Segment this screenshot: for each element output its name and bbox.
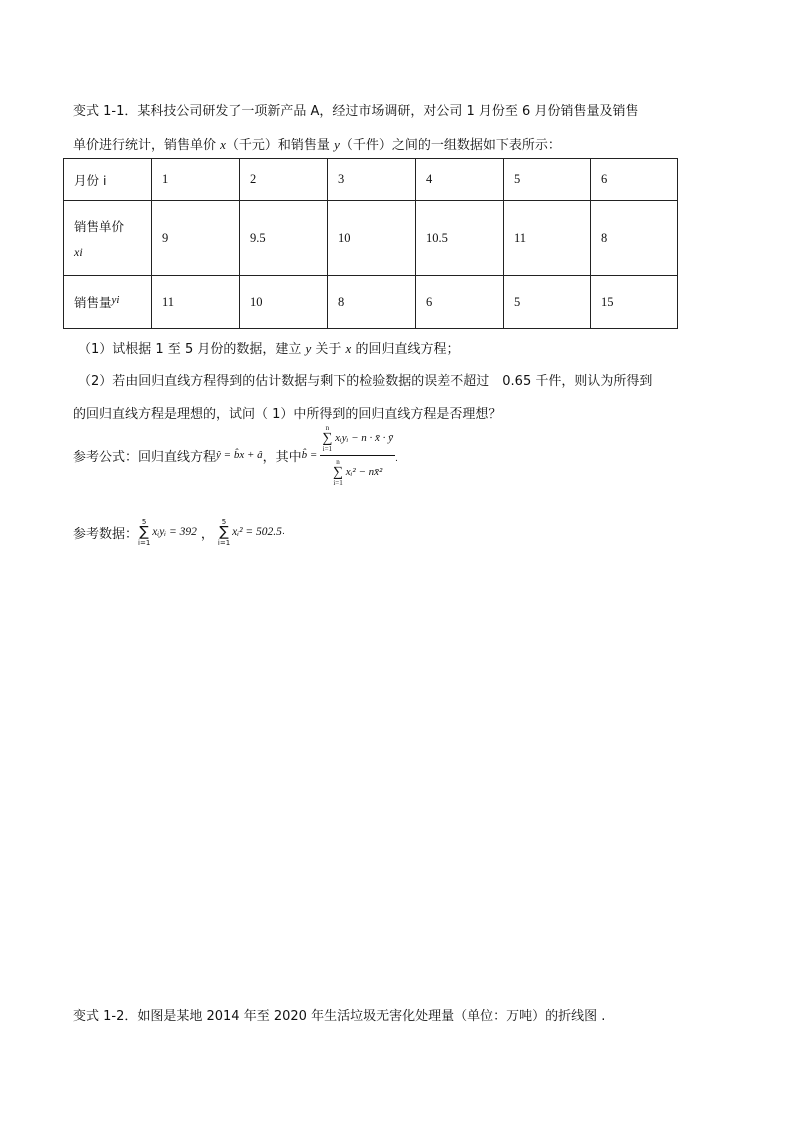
formula-end-period: . xyxy=(395,454,398,464)
table-cell: 6 xyxy=(591,159,678,201)
reference-data xyxy=(73,512,285,552)
formula-b-hat: b̂ = xyxy=(301,449,318,461)
sum-symbol-icon: n ∑ i=1 xyxy=(322,423,333,453)
table-cell: 9 xyxy=(152,201,240,276)
data-label: 参考数据： xyxy=(73,526,139,542)
sales-sub-label: yi xyxy=(111,294,120,306)
q1-part-b: 关于 xyxy=(311,342,346,357)
table-row-month xyxy=(64,159,678,201)
reference-formula xyxy=(73,423,398,487)
sales-label: 销售量 xyxy=(74,295,112,310)
data-sum-xy: xᵢyᵢ = 392 xyxy=(152,526,197,538)
table-cell: 3 xyxy=(328,159,416,201)
sum-symbol-icon: n ∑ i=1 xyxy=(333,457,344,487)
table-cell: 9.5 xyxy=(240,201,328,276)
price-sub-label: xi xyxy=(74,244,83,259)
table-row-price xyxy=(64,201,678,276)
table-cell: 10.5 xyxy=(416,201,504,276)
question-1 xyxy=(78,338,459,357)
data-separator: ， xyxy=(200,526,214,542)
question-2-line2: 的回归直线方程是理想的，试问（ 1）中所得到的回归直线方程是否理想？ xyxy=(73,407,502,422)
row-label-month: 月份 i xyxy=(64,159,152,201)
question-2-line1: （2）若由回归直线方程得到的估计数据与剩下的检验数据的误差不超过 0.65 千件，则认为所得到 xyxy=(78,374,653,389)
q1-var-y: y xyxy=(305,341,312,356)
table-row-sales xyxy=(64,276,678,329)
data-table xyxy=(63,158,678,329)
table-cell: 11 xyxy=(504,201,591,276)
data-sum-x2: xᵢ² = 502.5 xyxy=(232,526,282,538)
problem2-line1: 变式 1-2．如图是某地 2014 年至 2020 年生活垃圾无害化处理量（单位：万吨）的折线图 . xyxy=(73,1009,606,1024)
table-cell: 4 xyxy=(416,159,504,201)
table-cell: 15 xyxy=(591,276,678,329)
data-end-period: . xyxy=(281,527,285,537)
formula-regression-equation: ŷ = b̂x + â xyxy=(216,449,263,461)
formula-denominator: n ∑ i=1 xᵢ² − nx̄² xyxy=(333,457,383,487)
formula-numerator: n ∑ i=1 xᵢyᵢ − n · x̄ · ȳ xyxy=(320,424,395,456)
problem1-line1: 变式 1-1．某科技公司研发了一项新产品 A，经过市场调研，对公司 1 月份至 6 月份销售量及销售 xyxy=(73,104,639,119)
table-cell: 8 xyxy=(328,276,416,329)
line2-part-a: 单价进行统计，销售单价 xyxy=(73,138,221,153)
table-cell: 8 xyxy=(591,201,678,276)
line2-part-b: （千元）和销售量 xyxy=(225,138,335,153)
table-cell: 5 xyxy=(504,276,591,329)
row-label-price xyxy=(64,201,152,276)
q1-part-a: （1）试根据 1 至 5 月份的数据，建立 xyxy=(78,342,306,357)
table-cell: 10 xyxy=(240,276,328,329)
row-label-sales xyxy=(64,276,152,329)
formula-mid-text: ，其中 xyxy=(262,449,302,465)
formula-fraction xyxy=(320,424,395,487)
var-x: x xyxy=(220,137,226,152)
table-cell: 10 xyxy=(328,201,416,276)
sum-symbol-icon: 5 ∑ i=1 xyxy=(138,517,151,547)
table-cell: 5 xyxy=(504,159,591,201)
table-cell: 1 xyxy=(152,159,240,201)
table-cell: 2 xyxy=(240,159,328,201)
line2-part-c: （千件）之间的一组数据如下表所示： xyxy=(339,138,561,153)
formula-label: 参考公式：回归直线方程 xyxy=(73,449,217,465)
problem1-line2 xyxy=(73,134,561,153)
sum-symbol-icon: 5 ∑ i=1 xyxy=(217,517,231,547)
price-label: 销售单价 xyxy=(74,218,125,234)
table-cell: 11 xyxy=(152,276,240,329)
table-cell: 6 xyxy=(416,276,504,329)
q1-var-x: x xyxy=(345,341,352,356)
var-y: y xyxy=(334,137,340,152)
q1-part-c: 的回归直线方程； xyxy=(351,342,460,357)
